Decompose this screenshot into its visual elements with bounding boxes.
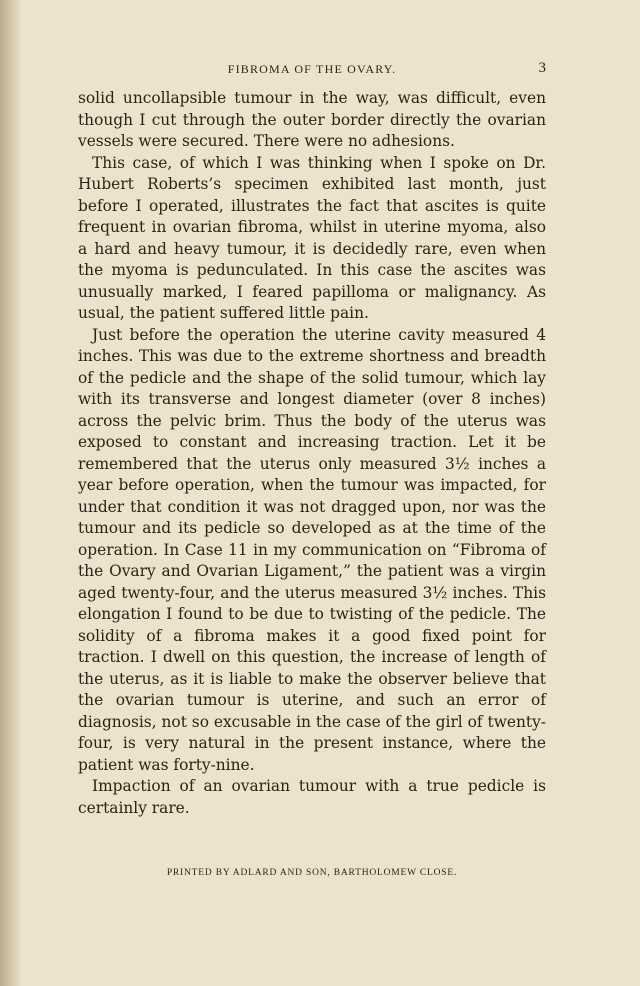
book-page: [78, 60, 546, 960]
binding-shadow: [0, 0, 22, 986]
body-text: [78, 88, 546, 819]
running-title: FIBROMA OF THE OVARY.: [227, 62, 397, 76]
paragraph-4: Impaction of an ovarian tumour with a true pedicle is certainly rare.: [78, 777, 546, 817]
page-number: 3: [538, 60, 546, 76]
paragraph-3: Just before the operation the uterine cavity measured 4 inches. This was due to the extreme shortness and breadth of the pedicle and the shape of the solid tumour, which lay with its transverse and longest diameter (over 8 inches) across the pelvic brim. Thus the body of the uterus was exposed to constant and increasing traction. Let it be remembered that the uterus only measured 3½ inches a year before operation, when the tumour was impacted, for under that condition it was not dragged upon, nor was the tumour and its pedicle so developed as at the time of the operation. In Case 11 in my communication on “Fibroma of the Ovary and Ovarian Ligament,” the patient was a virgin aged twenty-four, and the uterus measured 3½ inches. This elongation I found to be due to twisting of the pedicle. The solidity of a fibroma makes it a good fixed point for traction. I dwell on this question, the increase of length of the uterus, as it is liable to make the observer believe that the ovarian tumour is uterine, and such an error of diagnosis, not so excusable in the case of the girl of twenty-four, is very natural in the present instance, where the patient was forty-nine.: [78, 325, 546, 774]
running-head: [78, 60, 546, 82]
paragraph-1: solid uncollapsible tumour in the way, was difficult, even though I cut through the outer border directly the ovarian vessels were secured. There were no adhesions.: [78, 89, 546, 150]
paragraph-2: This case, of which I was thinking when I spoke on Dr. Hubert Roberts’s specimen exhibited last month, just before I operated, illustrates the fact that ascites is quite frequent in ovarian fibroma, whilst in uterine myoma, also a hard and heavy tumour, it is decidedly rare, even when the myoma is pedunculated. In this case the ascites was unusually marked, I feared papilloma or malignancy. As usual, the patient suffered little pain.: [78, 153, 546, 322]
printer-imprint: PRINTED BY ADLARD AND SON, BARTHOLOMEW CLOSE.: [166, 868, 458, 878]
